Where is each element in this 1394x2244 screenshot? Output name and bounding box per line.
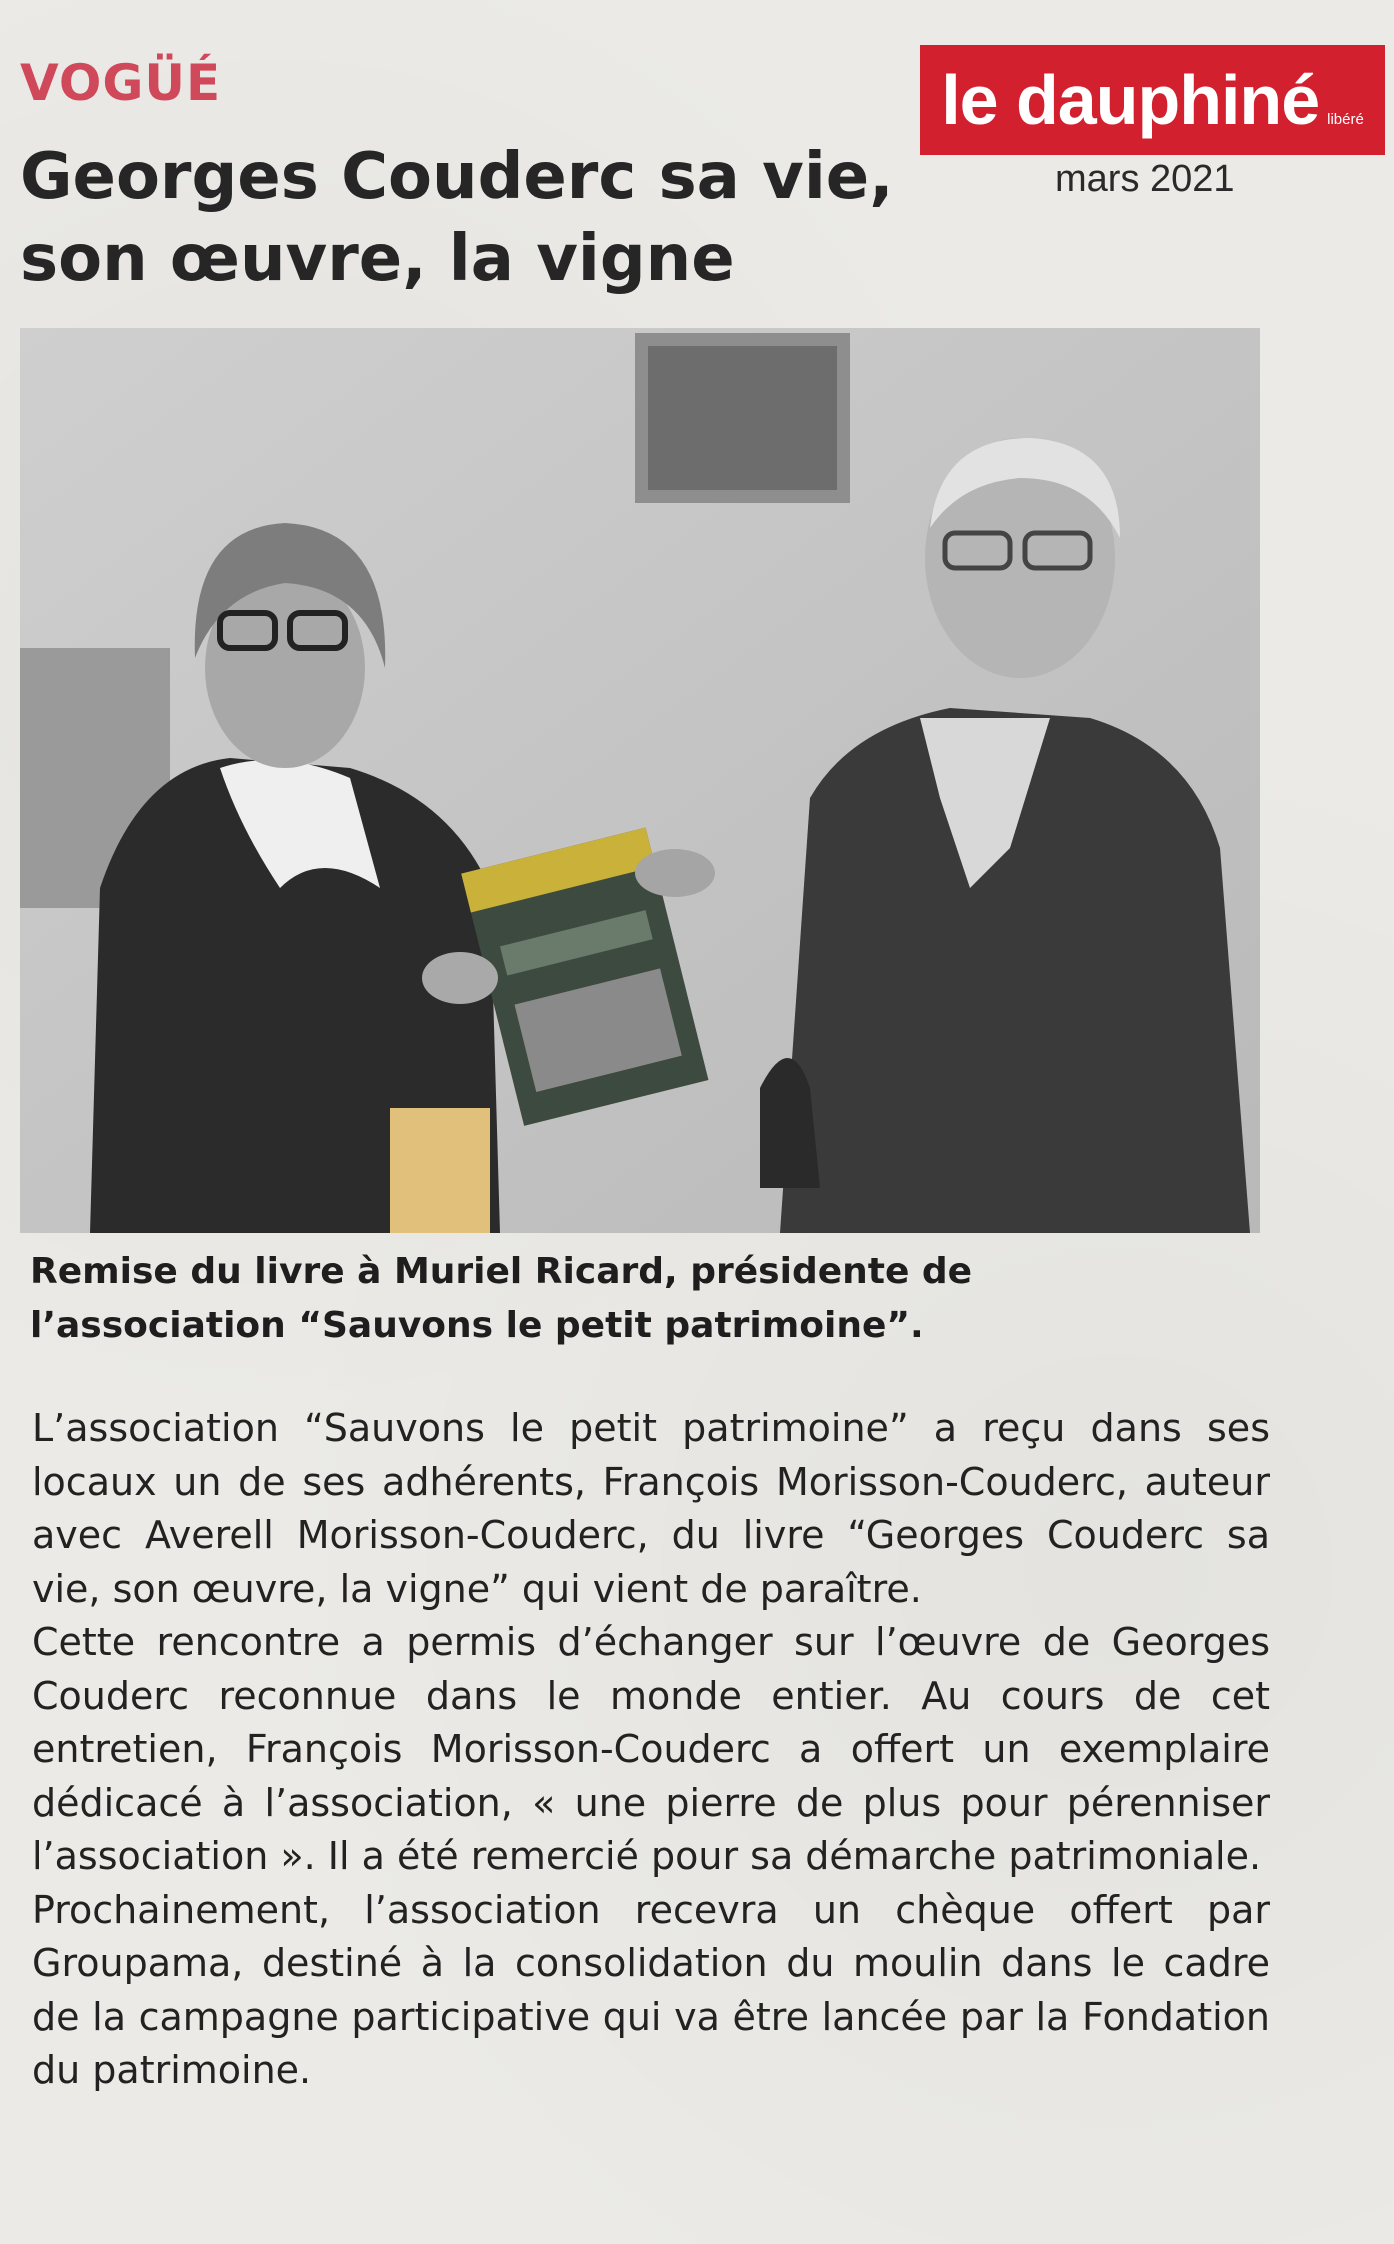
article-photo (20, 328, 1260, 1233)
logo-name: le dauphiné (941, 61, 1320, 139)
publication-date: mars 2021 (1055, 158, 1235, 200)
woman-trousers (390, 1108, 490, 1233)
wall-picture (648, 346, 837, 490)
paragraph-3: Prochainement, l’association recevra un chèque offert par Groupama, destiné à la consolidation du moulin dans le cadre de la campagne participative qui va être lancée par la Fondation du patrimoine. (32, 1887, 1270, 2092)
section-kicker: VOGÜÉ (20, 54, 222, 112)
paragraph-2: Cette rencontre a permis d’échanger sur l’œuvre de Georges Couderc reconnue dans le monde entier. Au cours de cet entretien, François Morisson-Couderc a offert un exemplaire dédicacé à l’association, « une pierre de plus pour pérenniser l’association ». Il a été remercié pour sa démarche patrimoniale. (32, 1620, 1270, 1878)
headline: Georges Couderc sa vie, son œuvre, la vigne (20, 140, 894, 296)
man-hand (635, 849, 715, 897)
photo-caption: Remise du livre à Muriel Ricard, présidente de l’association “Sauvons le petit patrimoine”. (30, 1251, 973, 1346)
woman-hand (422, 952, 498, 1004)
paragraph-1: L’association “Sauvons le petit patrimoine” a reçu dans ses locaux un de ses adhérents, François Morisson-Couderc, auteur avec Averell Morisson-Couderc, du livre “Georges Couderc sa vie, son œuvre, la vigne” qui vient de paraître. (32, 1406, 1270, 1611)
logo-subtitle: libéré (1327, 110, 1364, 128)
newspaper-logo (920, 45, 1385, 155)
article-body (32, 1402, 1270, 2098)
photo-illustration (20, 328, 1260, 1233)
